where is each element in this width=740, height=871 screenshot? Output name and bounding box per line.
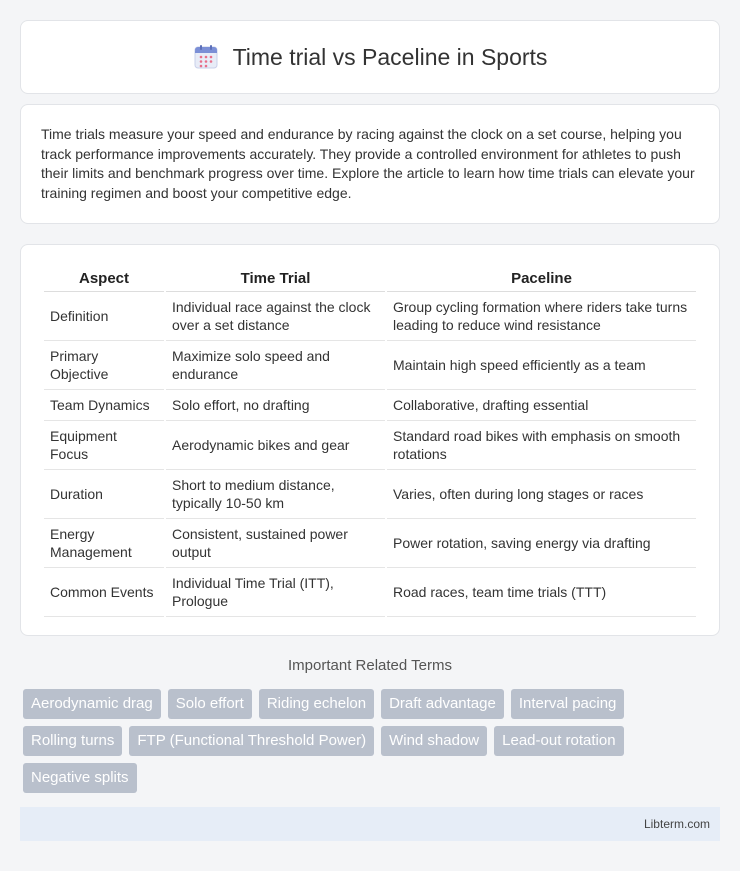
cell-aspect: Primary Objective bbox=[44, 341, 164, 390]
cell-aspect: Duration bbox=[44, 470, 164, 519]
cell-paceline: Group cycling formation where riders take turns leading to reduce wind resistance bbox=[387, 292, 696, 341]
title-wrap bbox=[193, 44, 548, 71]
column-header-aspect: Aspect bbox=[44, 265, 164, 292]
page-title: Time trial vs Paceline in Sports bbox=[232, 43, 548, 70]
table-row bbox=[44, 568, 696, 617]
cell-paceline: Maintain high speed efficiently as a team bbox=[387, 341, 696, 390]
tag[interactable]: Interval pacing bbox=[511, 689, 625, 719]
table-row bbox=[44, 470, 696, 519]
calendar-icon bbox=[193, 44, 219, 70]
tag[interactable]: Wind shadow bbox=[381, 726, 487, 756]
table-row bbox=[44, 421, 696, 470]
tag[interactable]: FTP (Functional Threshold Power) bbox=[129, 726, 374, 756]
cell-aspect: Energy Management bbox=[44, 519, 164, 568]
footer-site-link[interactable]: Libterm.com bbox=[643, 817, 710, 831]
cell-aspect: Equipment Focus bbox=[44, 421, 164, 470]
header-card bbox=[20, 20, 720, 94]
tag[interactable]: Riding echelon bbox=[259, 689, 374, 719]
intro-card bbox=[20, 104, 720, 224]
column-header-paceline: Paceline bbox=[387, 265, 696, 292]
tag[interactable]: Draft advantage bbox=[381, 689, 504, 719]
cell-time-trial: Short to medium distance, typically 10-50 km bbox=[166, 470, 385, 519]
table-row bbox=[44, 519, 696, 568]
cell-paceline: Varies, often during long stages or races bbox=[387, 470, 696, 519]
related-terms-tags bbox=[23, 689, 723, 793]
cell-aspect: Definition bbox=[44, 292, 164, 341]
tag[interactable]: Lead-out rotation bbox=[494, 726, 623, 756]
column-header-time-trial: Time Trial bbox=[166, 265, 385, 292]
cell-time-trial: Consistent, sustained power output bbox=[166, 519, 385, 568]
cell-paceline: Standard road bikes with emphasis on smooth rotations bbox=[387, 421, 696, 470]
table-row bbox=[44, 390, 696, 421]
cell-time-trial: Solo effort, no drafting bbox=[166, 390, 385, 421]
table-header-row bbox=[44, 265, 696, 292]
tag[interactable]: Aerodynamic drag bbox=[23, 689, 161, 719]
footer bbox=[20, 807, 720, 841]
cell-paceline: Road races, team time trials (TTT) bbox=[387, 568, 696, 617]
cell-time-trial: Individual race against the clock over a set distance bbox=[166, 292, 385, 341]
cell-paceline: Power rotation, saving energy via drafting bbox=[387, 519, 696, 568]
comparison-table-card bbox=[20, 244, 720, 636]
tag[interactable]: Solo effort bbox=[168, 689, 252, 719]
comparison-table bbox=[42, 265, 698, 617]
cell-time-trial: Individual Time Trial (ITT), Prologue bbox=[166, 568, 385, 617]
intro-text: Time trials measure your speed and endurance by racing against the clock on a set course, helping you track performance improvements accurately. They provide a controlled environment for athletes to push their limits and benchmark progress over time. Explore the article to learn how time trials can elevate your training regimen and boost your competitive edge. bbox=[41, 126, 695, 201]
tag[interactable]: Rolling turns bbox=[23, 726, 122, 756]
cell-time-trial: Aerodynamic bikes and gear bbox=[166, 421, 385, 470]
table-row bbox=[44, 292, 696, 341]
cell-paceline: Collaborative, drafting essential bbox=[387, 390, 696, 421]
cell-aspect: Common Events bbox=[44, 568, 164, 617]
cell-time-trial: Maximize solo speed and endurance bbox=[166, 341, 385, 390]
table-row bbox=[44, 341, 696, 390]
related-terms-title: Important Related Terms bbox=[288, 657, 452, 674]
cell-aspect: Team Dynamics bbox=[44, 390, 164, 421]
tag[interactable]: Negative splits bbox=[23, 763, 137, 793]
